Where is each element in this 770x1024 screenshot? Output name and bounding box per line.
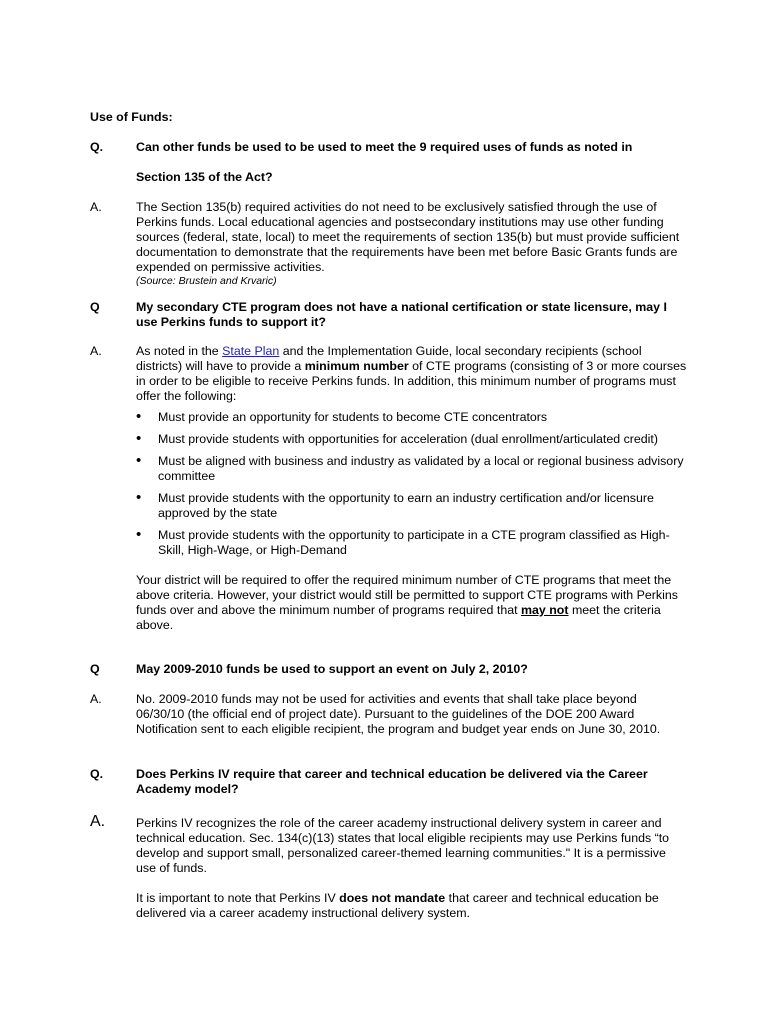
a2-intro (136, 344, 688, 404)
a3-answer: No. 2009-2010 funds may not be used for activities and events that shall take place beyond 06/30/10 (the official end of project date). Pursuant to the guidelines of the DOE 200 Award Notification sent to each eligible recipient, the program and budget year ends on June 30, 2010. (136, 692, 661, 736)
q4-question: Does Perkins IV require that career and technical education be delivered via the Career Academy model? (136, 767, 648, 796)
bullet-dot-icon: • (136, 489, 142, 506)
bullet-item (136, 454, 688, 484)
a1-answer (136, 200, 688, 288)
a4-para2-pre: It is important to note that Perkins IV (136, 891, 340, 905)
a4-para1: Perkins IV recognizes the role of the career academy instructional delivery system in career and technical education. Sec. 134(c)(13) states that local eligible recipients may use Perkins funds “to develop and support small, personalized career-themed learning communities." It is a permissive use of funds. (136, 816, 670, 875)
bullet-text: Must provide students with the opportunity to participate in a CTE program classified as High-Skill, High-Wage, or High-Demand (158, 528, 670, 557)
requirements-bullet-list (136, 454, 688, 484)
q3-question: May 2009-2010 funds be used to support an event on July 2, 2010? (136, 662, 528, 676)
a2-intro-mid: and the Implementation Guide, local secondary recipients (school districts) will have to provide a (136, 344, 642, 373)
q2-question: My secondary CTE program does not have a national certification or state licensure, may I use Perkins funds to support it? (136, 300, 667, 329)
a2-label: A. (90, 344, 102, 358)
q1-question-line2: Section 135 of the Act? (136, 170, 273, 184)
a4-para2-post: that career and technical education be delivered via a career academy instructional delivery system. (136, 891, 659, 920)
state-plan-link[interactable]: State Plan (222, 344, 280, 358)
a2-intro-pre: As noted in the (136, 344, 223, 358)
bullet-item (136, 491, 688, 521)
a2-intro-post: of CTE programs (consisting of 3 or more courses in order to be eligible to receive Perkins funds. In addition, this minimum number of programs must offer the following: (136, 359, 687, 403)
a2-closing (136, 573, 688, 633)
q4-label: Q. (90, 767, 104, 781)
a2-intro-bold: minimum number (304, 359, 409, 373)
page-heading: Use of Funds: (90, 110, 173, 124)
q1-question-line1: Can other funds be used to be used to meet the 9 required uses of funds as noted in (136, 140, 633, 154)
bullet-dot-icon: • (136, 408, 142, 425)
q2-label: Q (90, 300, 100, 314)
a4-answer (136, 816, 688, 876)
requirements-bullet-list (136, 491, 688, 521)
a1-source: (Source: Brustein and Krvaric) (136, 275, 277, 287)
bullet-item (136, 528, 688, 558)
bullet-dot-icon: • (136, 430, 142, 447)
a2-closing-text (136, 573, 688, 633)
a2-closing-post: meet the criteria above. (136, 603, 661, 632)
a1-label: A. (90, 200, 102, 214)
a4-para2 (136, 891, 688, 921)
a1-answer-text: The Section 135(b) required activities do not need to be exclusively satisfied through the use of Perkins funds. Local educational agencies and postsecondary institutions may use other funding sources (federal, state, local) to meet the requirements of section 135(b) but must provide sufficient documentation to demonstrate that the requirements have been met before Basic Grants funds are expended on permissive activities. (136, 200, 680, 274)
a3-label: A. (90, 692, 102, 706)
q3-label: Q (90, 662, 100, 676)
bullet-dot-icon: • (136, 526, 142, 543)
requirements-bullet-list (136, 528, 688, 558)
q1-label: Q. (90, 140, 104, 154)
requirements-bullet-list (136, 432, 688, 447)
bullet-text: Must be aligned with business and industry as validated by a local or regional business advisory committee (158, 454, 684, 483)
bullet-item (136, 410, 688, 425)
may-not-emphasis: may not (521, 603, 569, 617)
bullet-item (136, 432, 688, 447)
bullet-dot-icon: • (136, 452, 142, 469)
a4-label: A. (90, 813, 106, 830)
a4-answer-part2 (136, 891, 688, 921)
bullet-text: Must provide an opportunity for students to become CTE concentrators (158, 410, 548, 424)
a2-answer (136, 344, 688, 404)
a2-closing-pre: Your district will be required to offer the required minimum number of CTE programs that meet the above criteria. However, your district would still be permitted to support CTE programs with Perkins funds over and above the minimum number of programs required that (136, 573, 678, 617)
bullet-text: Must provide students with opportunities for acceleration (dual enrollment/articulated credit) (158, 432, 659, 446)
requirements-bullet-list (136, 410, 688, 425)
does-not-mandate-emphasis: does not mandate (339, 891, 446, 905)
bullet-text: Must provide students with the opportunity to earn an industry certification and/or licensure approved by the state (158, 491, 654, 520)
